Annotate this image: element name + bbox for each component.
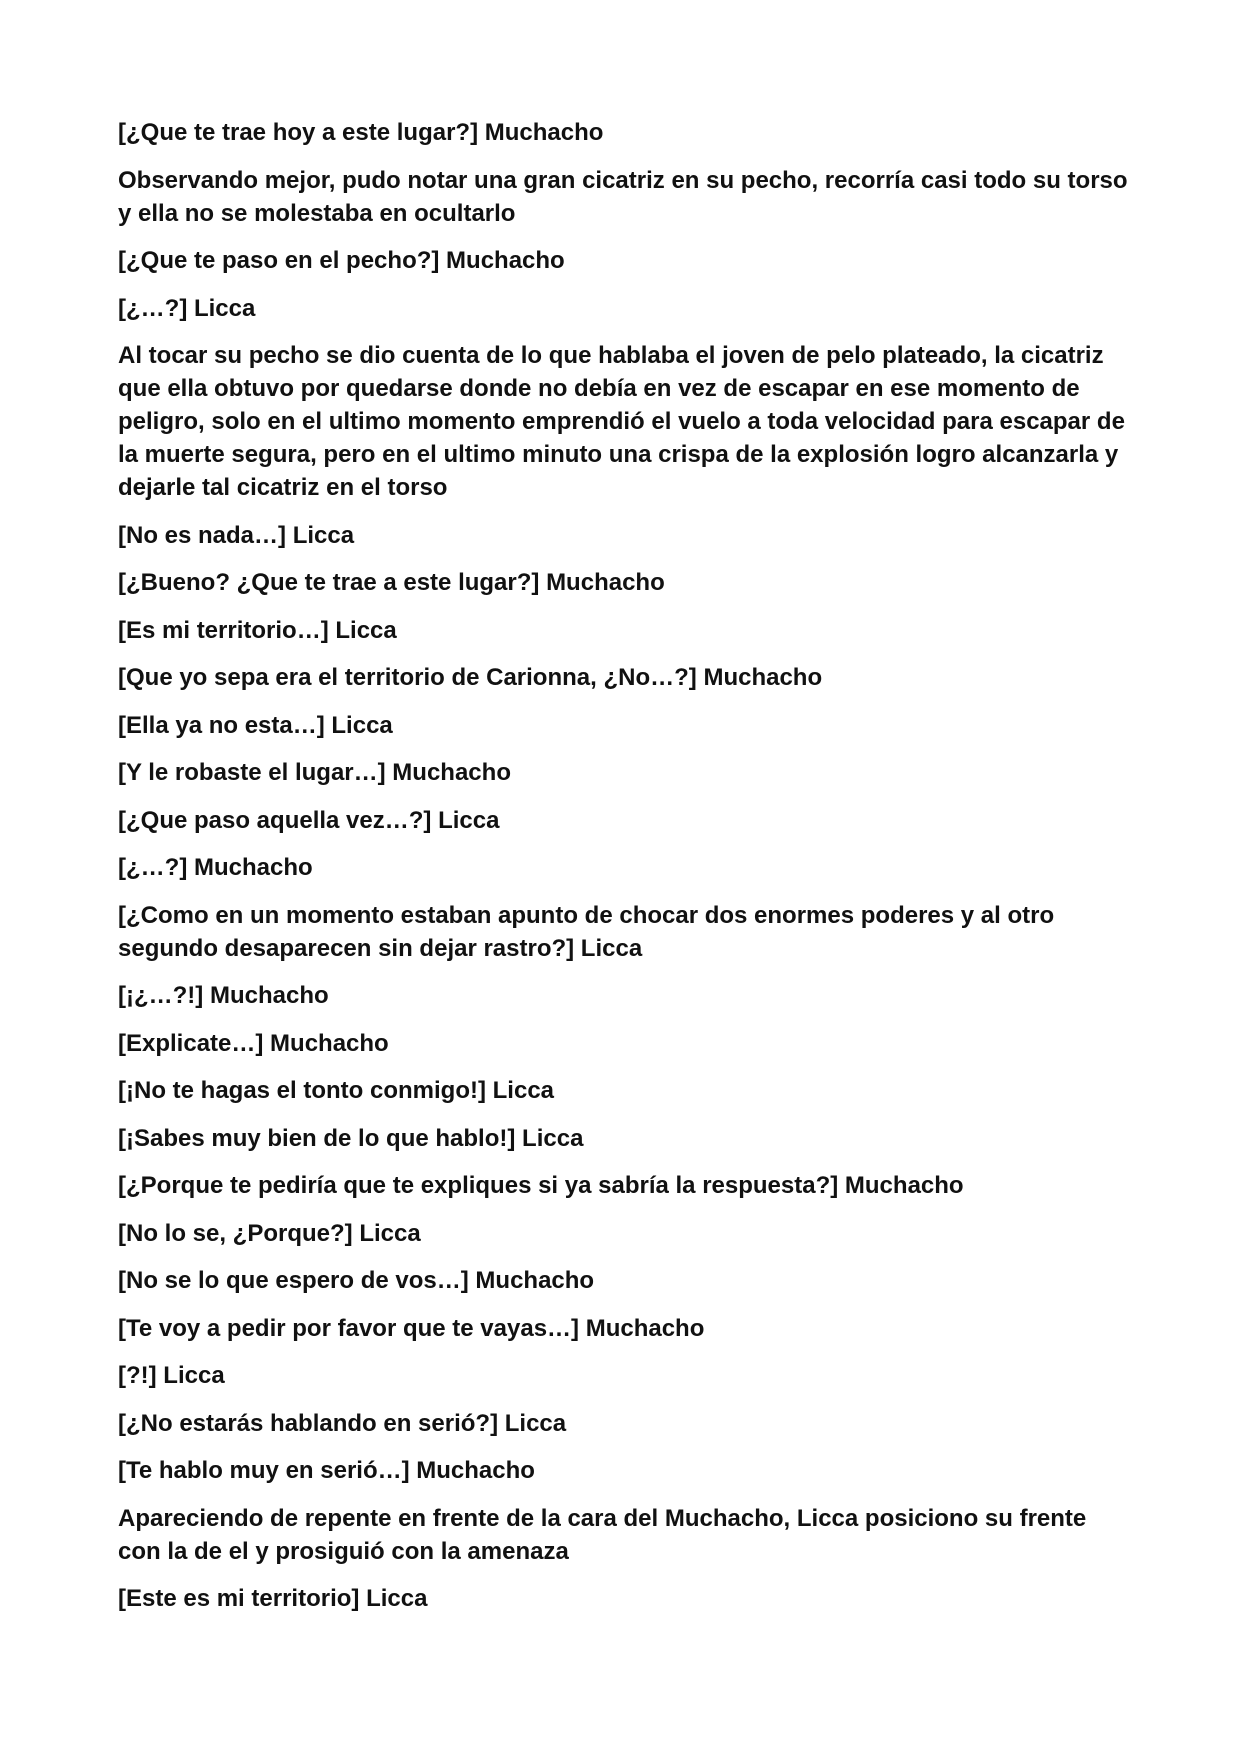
paragraph: [¿Que te paso en el pecho?] Muchacho	[118, 247, 565, 274]
paragraph: [¡Sabes muy bien de lo que hablo!] Licca	[118, 1124, 584, 1152]
document-body	[118, 116, 1128, 1630]
paragraph: [¿…?] Muchacho	[118, 854, 313, 881]
paragraph: [¿Bueno? ¿Que te trae a este lugar?] Muchacho	[118, 569, 665, 596]
paragraph: [¡No te hagas el tonto conmigo!] Licca	[118, 1077, 555, 1104]
paragraph: [Te hablo muy en serió…] Muchacho	[118, 1457, 535, 1484]
paragraph: [¿Que paso aquella vez…?] Licca	[118, 806, 500, 834]
paragraph: [No es nada…] Licca	[118, 521, 355, 549]
paragraph: [?!] Licca	[118, 1362, 225, 1389]
paragraph: Observando mejor, pudo notar una gran cicatriz en su pecho, recorría casi todo su torso y ella no se molestaba en ocultarlo	[118, 166, 1128, 227]
paragraph: [¿…?] Licca	[118, 294, 256, 322]
paragraph: [¿Que te trae hoy a este lugar?] Muchacho	[118, 119, 604, 146]
paragraph: [Te voy a pedir por favor que te vayas…] Muchacho	[118, 1314, 705, 1342]
paragraph: [No lo se, ¿Porque?] Licca	[118, 1219, 421, 1247]
paragraph: [Que yo sepa era el territorio de Carionna, ¿No…?] Muchacho	[118, 664, 823, 691]
paragraph: [¿Como en un momento estaban apunto de chocar dos enormes poderes y al otro segundo desaparecen sin dejar rastro?] Licca	[118, 901, 1055, 962]
paragraph: [Ella ya no esta…] Licca	[118, 711, 393, 739]
paragraph: [Y le robaste el lugar…] Muchacho	[118, 759, 511, 786]
paragraph: [Explicate…] Muchacho	[118, 1029, 389, 1057]
paragraph: [No se lo que espero de vos…] Muchacho	[118, 1267, 595, 1294]
paragraph: Apareciendo de repente en frente de la cara del Muchacho, Licca posiciono su frente con la de el y prosiguió con la amenaza	[118, 1504, 1087, 1565]
paragraph: [Es mi territorio…] Licca	[118, 616, 397, 644]
paragraph: [¿Porque te pediría que te expliques si ya sabría la respuesta?] Muchacho	[118, 1172, 964, 1199]
paragraph: [Este es mi territorio] Licca	[118, 1585, 428, 1612]
paragraph: Al tocar su pecho se dio cuenta de lo que hablaba el joven de pelo plateado, la cicatriz que ella obtuvo por quedarse donde no debía en vez de escapar en ese momento de peligro, solo en el ultimo momento emprendió el vuelo a toda velocidad para escapar de la muerte segura, pero en el ultimo minuto una crispa de la explosión logro alcanzarla y dejarle tal cicatriz en el torso	[118, 342, 1125, 501]
paragraph: [¿No estarás hablando en serió?] Licca	[118, 1409, 567, 1437]
paragraph: [¡¿…?!] Muchacho	[118, 982, 329, 1009]
